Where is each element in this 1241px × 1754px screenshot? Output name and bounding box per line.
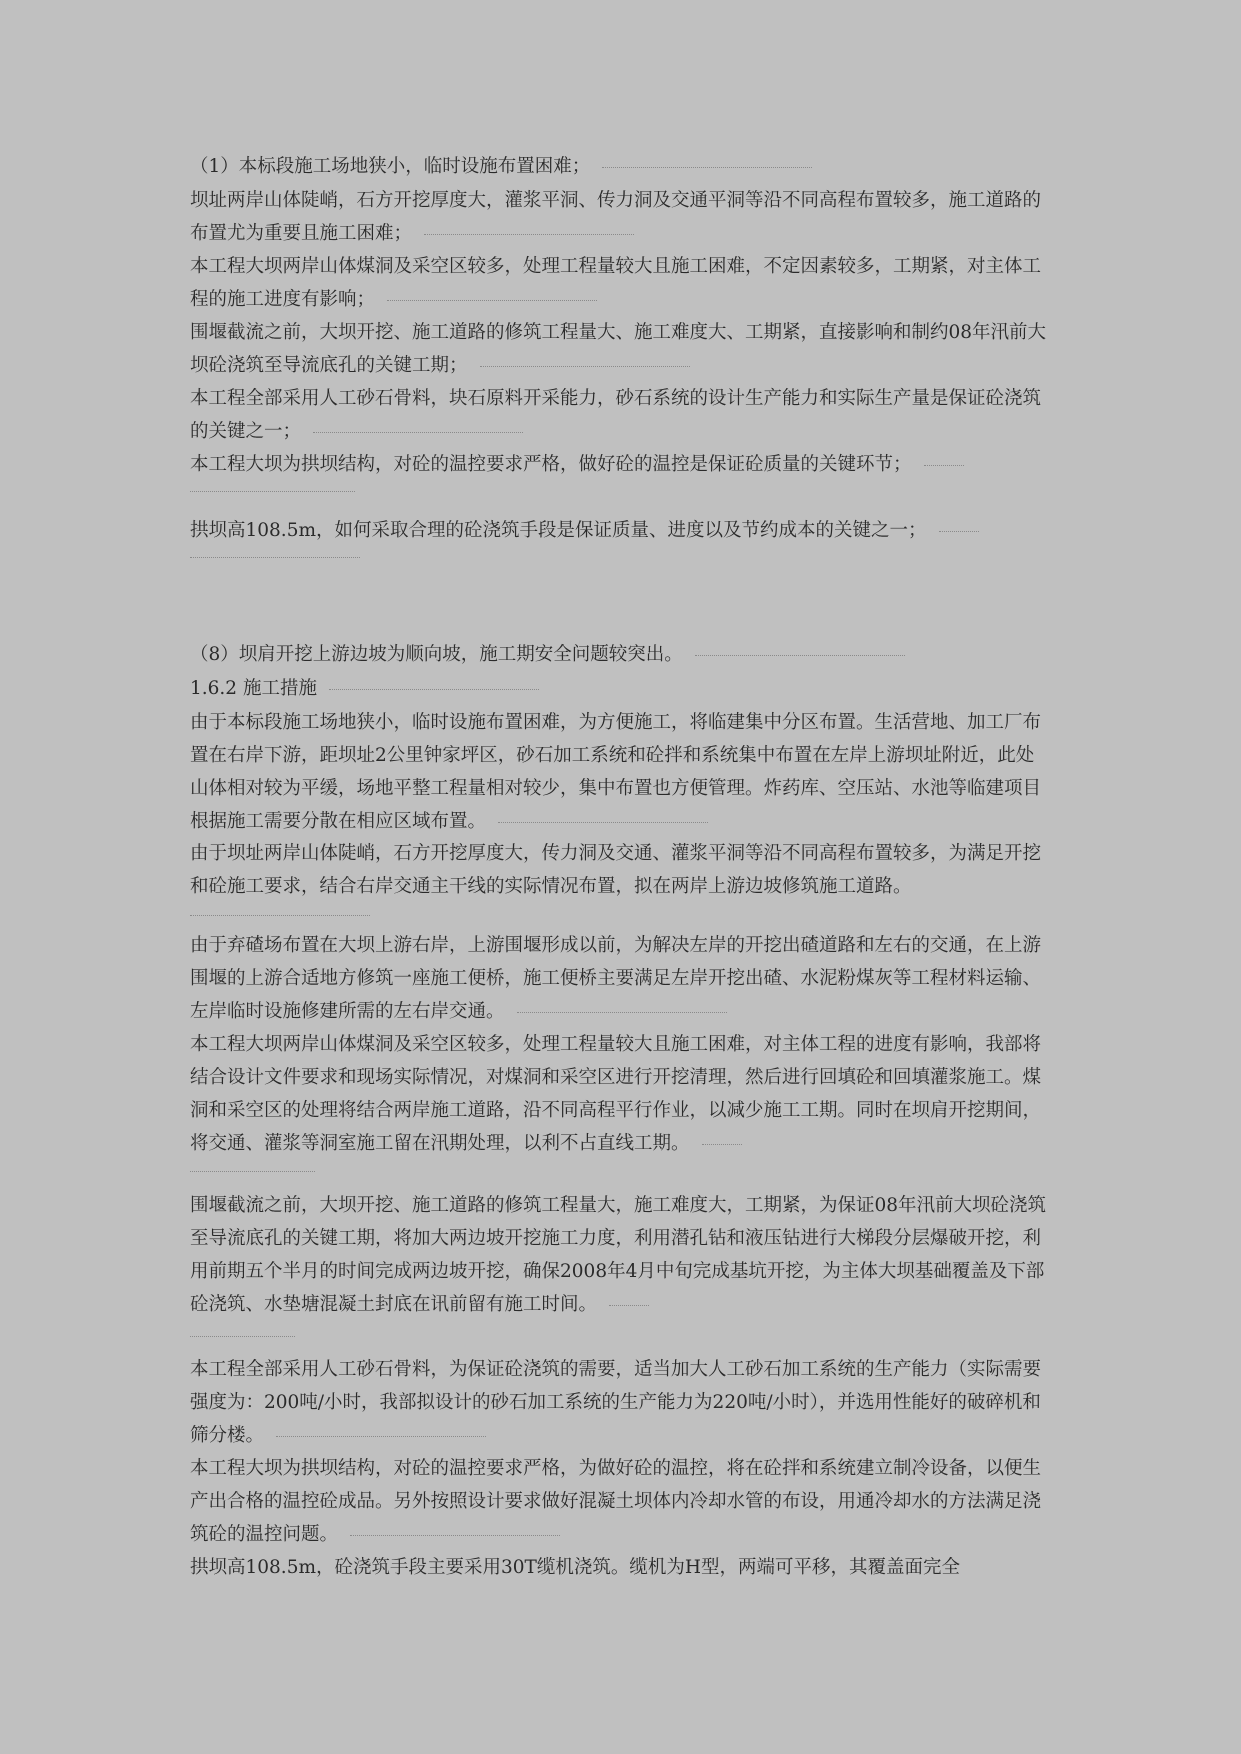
- dotted-rule: [329, 688, 539, 690]
- paragraph-8: [190, 638, 1052, 671]
- paragraph-7-text: 拱坝高108.5m，如何采取合理的砼浇筑手段是保证质量、进度以及节约成本的关键之一；: [190, 520, 927, 541]
- paragraph-5: [190, 382, 1052, 448]
- dotted-rule: [190, 556, 360, 558]
- paragraph-4: [190, 316, 1052, 382]
- section-heading: [190, 672, 1052, 705]
- dotted-rule: [498, 821, 708, 823]
- dotted-rule: [924, 464, 964, 466]
- section-heading-text: 1.6.2 施工措施: [190, 678, 317, 699]
- paragraph-2-text: 坝址两岸山体陡峭，石方开挖厚度大，灌浆平洞、传力洞及交通平洞等沿不同高程布置较多，施工道路的布置尤为重要且施工困难；: [190, 190, 1042, 244]
- dotted-rule: [350, 1534, 560, 1536]
- dotted-rule: [190, 1170, 315, 1172]
- paragraph-3: [190, 250, 1052, 316]
- dotted-rule: [424, 233, 634, 235]
- paragraph-1: [190, 150, 1052, 183]
- paragraph-1-text: （1）本标段施工场地狭小，临时设施布置困难；: [190, 156, 591, 177]
- paragraph-10-text: 由于坝址两岸山体陡峭，石方开挖厚度大，传力洞及交通、灌浆平洞等沿不同高程布置较多，为满足开挖和砼施工要求，结合右岸交通主干线的实际情况布置，拟在两岸上游边坡修筑施工道路。: [190, 843, 1042, 897]
- paragraph-13-text: 围堰截流之前，大坝开挖、施工道路的修筑工程量大，施工难度大，工期紧，为保证08年汛前大坝砼浇筑至导流底孔的关键工期，将加大两边坡开挖施工力度，利用潜孔钻和液压钻进行大梯段分层爆破开挖，利用前期五个半月的时间完成两边坡开挖，确保2008年4月中旬完成基坑开挖，为主体大坝基础覆盖及下部砼浇筑、水垫塘混凝土封底在讯前留有施工时间。: [190, 1195, 1047, 1315]
- paragraph-11: [190, 929, 1052, 1028]
- dotted-rule: [276, 1435, 486, 1437]
- dotted-rule: [695, 654, 905, 656]
- dotted-rule: [313, 431, 523, 433]
- dotted-rule: [602, 166, 812, 168]
- dotted-rule: [609, 1304, 649, 1306]
- dotted-rule: [387, 299, 597, 301]
- paragraph-16: [190, 1551, 1052, 1584]
- paragraph-9-text: 由于本标段施工场地狭小，临时设施布置困难，为方便施工，将临建集中分区布置。生活营地、加工厂布置在右岸下游，距坝址2公里钟家坪区，砂石加工系统和砼拌和系统集中布置在左岸上游坝址附近，此处山体相对较为平缓，场地平整工程量相对较少，集中布置也方便管理。炸药库、空压站、水池等临建项目根据施工需要分散在相应区域布置。: [190, 712, 1042, 832]
- paragraph-13: [190, 1189, 1052, 1321]
- dotted-rule: [190, 914, 370, 916]
- dotted-rule: [702, 1143, 742, 1145]
- paragraph-8-text: （8）坝肩开挖上游边坡为顺向坡，施工期安全问题较突出。: [190, 644, 683, 665]
- paragraph-2: [190, 184, 1052, 250]
- paragraph-16-text: 拱坝高108.5m，砼浇筑手段主要采用30T缆机浇筑。缆机为H型，两端可平移，其覆盖面完全: [190, 1557, 961, 1578]
- dotted-rule: [517, 1011, 727, 1013]
- dotted-rule: [480, 365, 690, 367]
- dotted-rule: [939, 530, 979, 532]
- paragraph-12: [190, 1028, 1052, 1160]
- dotted-rule: [190, 1335, 295, 1337]
- dotted-rule: [190, 490, 355, 492]
- paragraph-15-text: 本工程大坝为拱坝结构，对砼的温控要求严格，为做好砼的温控，将在砼拌和系统建立制冷设备，以便生产出合格的温控砼成品。另外按照设计要求做好混凝土坝体内冷却水管的布设，用通冷却水的方法满足浇筑砼的温控问题。: [190, 1458, 1042, 1545]
- paragraph-4-text: 围堰截流之前，大坝开挖、施工道路的修筑工程量大、施工难度大、工期紧，直接影响和制约08年汛前大坝砼浇筑至导流底孔的关键工期；: [190, 322, 1047, 376]
- paragraph-6: [190, 448, 1052, 481]
- paragraph-11-text: 由于弃碴场布置在大坝上游右岸，上游围堰形成以前，为解决左岸的开挖出碴道路和左右的交通，在上游围堰的上游合适地方修筑一座施工便桥，施工便桥主要满足左岸开挖出碴、水泥粉煤灰等工程材料运输、左岸临时设施修建所需的左右岸交通。: [190, 935, 1042, 1022]
- paragraph-7: [190, 514, 1052, 547]
- paragraph-10: [190, 837, 1052, 903]
- paragraph-14: [190, 1353, 1052, 1452]
- paragraph-3-text: 本工程大坝两岸山体煤洞及采空区较多，处理工程量较大且施工困难，不定因素较多，工期紧，对主体工程的施工进度有影响；: [190, 256, 1042, 310]
- paragraph-5-text: 本工程全部采用人工砂石骨料，块石原料开采能力，砂石系统的设计生产能力和实际生产量是保证砼浇筑的关键之一；: [190, 388, 1042, 442]
- paragraph-12-text: 本工程大坝两岸山体煤洞及采空区较多，处理工程量较大且施工困难，对主体工程的进度有影响，我部将结合设计文件要求和现场实际情况，对煤洞和采空区进行开挖清理，然后进行回填砼和回填灌浆施工。煤洞和采空区的处理将结合两岸施工道路，沿不同高程平行作业，以减少施工工期。同时在坝肩开挖期间，将交通、灌浆等洞室施工留在汛期处理，以利不占直线工期。: [190, 1034, 1042, 1154]
- paragraph-9: [190, 706, 1052, 838]
- paragraph-14-text: 本工程全部采用人工砂石骨料，为保证砼浇筑的需要，适当加大人工砂石加工系统的生产能力（实际需要强度为：200吨/小时，我部拟设计的砂石加工系统的生产能力为220吨/小时），并选用性能好的破碎机和筛分楼。: [190, 1359, 1042, 1446]
- paragraph-6-text: 本工程大坝为拱坝结构，对砼的温控要求严格，做好砼的温控是保证砼质量的关键环节；: [190, 454, 912, 475]
- paragraph-15: [190, 1452, 1052, 1551]
